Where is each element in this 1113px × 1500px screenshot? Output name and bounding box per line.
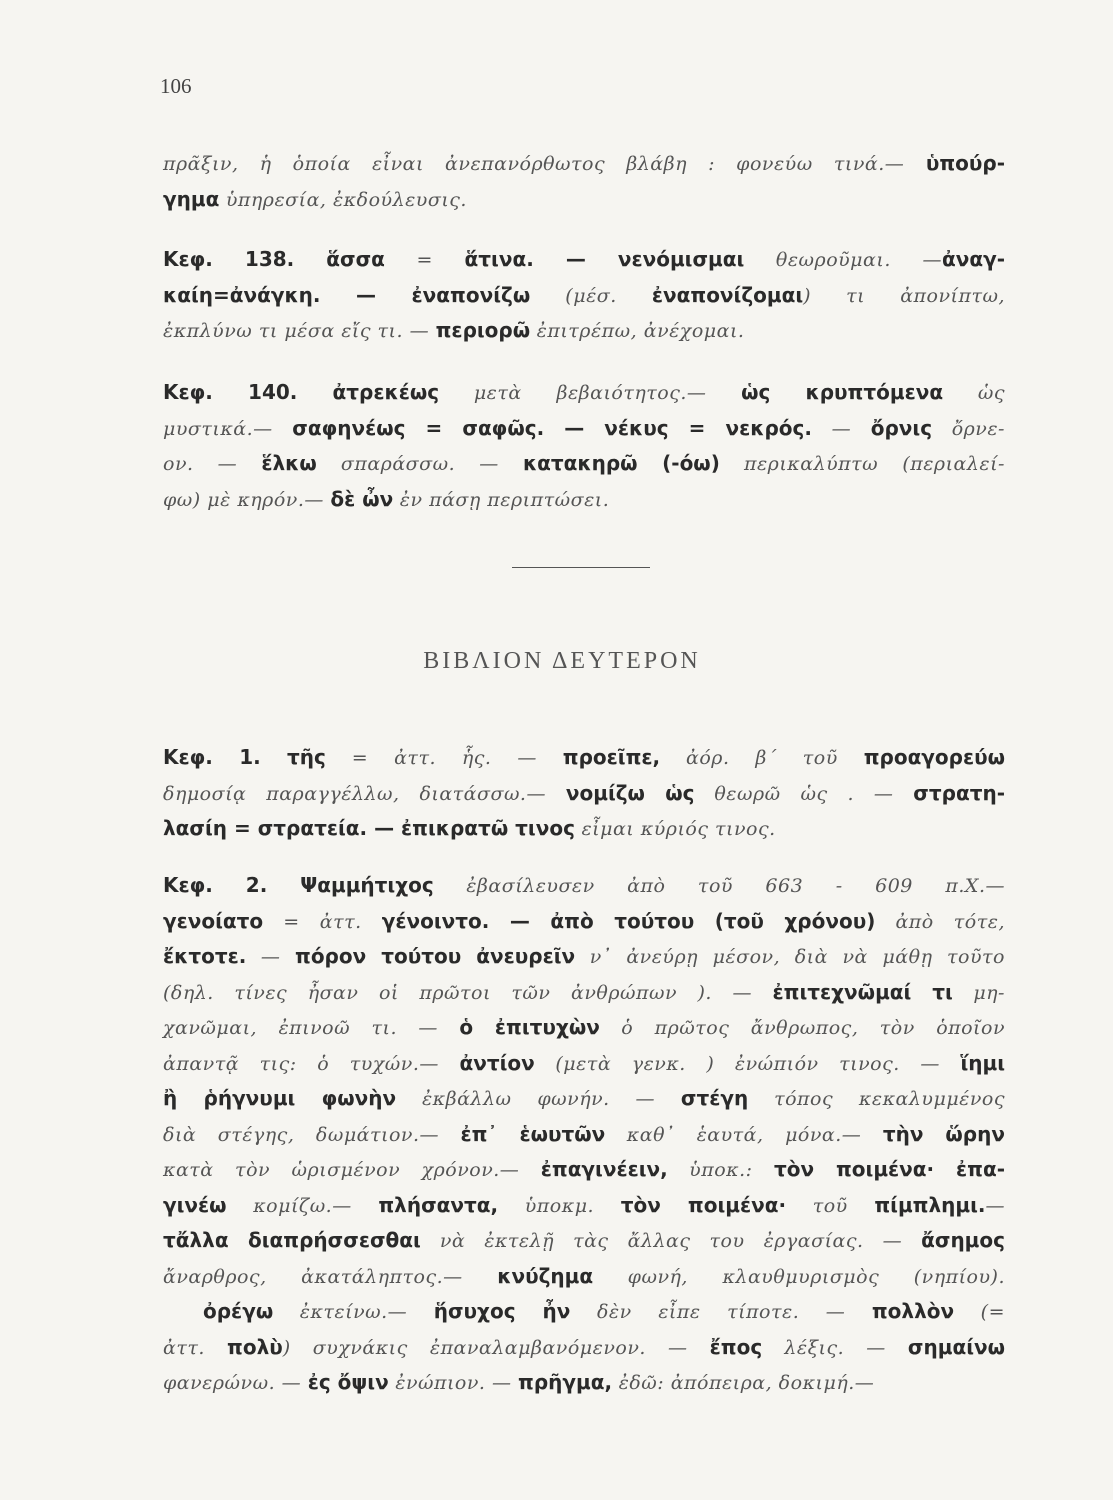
text-line [163,1117,1005,1153]
bold-term: τὸν ποιμένα· [620,1192,787,1217]
gloss-text: ὑποκ.: [667,1159,774,1181]
gloss-text: πρᾶξιν, ἡ ὁποία εἶναι ἀνεπανόρθωτος βλάβη : φονεύω τινά.— [163,153,905,175]
bold-term: ὡς κρυπτόμενα [741,380,944,404]
bold-term: τἄλλα διαπρήσσεσθαι [163,1228,421,1252]
bold-term: περιορῶ [435,318,531,342]
bold-term: Κεφ. 140. ἀτρεκέως [163,380,440,404]
bold-term: ἔκτοτε. [163,944,247,968]
gloss-text: ἐκπλύνω τι μέσα εἴς τι. — [163,320,436,342]
gloss-text: μη- [952,981,1005,1004]
gloss-text: = ἀττ. [263,910,382,933]
gloss-text: — [246,946,295,968]
gloss-text: τόπος κεκαλυμμένος [748,1088,1005,1110]
gloss-text: ὄρνε- [932,417,1005,440]
text-line [163,904,1005,940]
bold-term: ἅτινα. — νενόμισμαι [464,247,745,271]
paragraph-continuation [163,146,1005,217]
gloss-text: ἐκβάλλω φωνήν. — [396,1088,681,1110]
bold-term: ἢ ῥήγνυμι φωνὴν [163,1086,397,1110]
book-title: ΒΙΒΛΙΟΝ ΔΕΥΤΕΡΟΝ [423,648,701,674]
text-line [163,811,1005,847]
gloss-text: ἐβασίλευσεν ἀπὸ τοῦ 663 - 609 π.Χ.— [433,875,1005,897]
bold-term: ἐπ᾽ ἑωυτῶν [460,1121,606,1146]
bold-term: ἐπαγινέειν, [540,1157,668,1181]
text-line [163,411,1005,447]
gloss-text: θεωροῦμαι. — [744,249,942,271]
gloss-text: ὑπηρεσία, ἐκδούλευσις. [219,188,467,211]
text-line [163,1046,1005,1082]
bold-term: ὑπούρ- [904,151,1006,175]
bold-term: ἄσημος [921,1228,1005,1252]
gloss-text: διὰ στέγης, δωμάτιον.— [163,1123,461,1146]
gloss-text: κομίζω.— [226,1194,379,1217]
gloss-text: τοῦ [786,1194,875,1217]
gloss-text: φωνή, κλαυθμυρισμὸς (νηπίου). [593,1265,1005,1288]
gloss-text: εἶμαι κύριός τινος. [574,818,776,840]
gloss-text: ἀπὸ τότε, [875,910,1005,933]
gloss-text: μετὰ βεβαιότητος.— [439,382,742,404]
text-line [163,740,1005,776]
bold-term: προαγορεύω [863,745,1006,769]
gloss-text: ἐδῶ: ἀπόπειρα, δοκιμή.— [612,1372,875,1394]
bold-term: τὸν ποιμένα· ἐπα- [774,1157,1005,1181]
bold-term: γινέω [163,1192,227,1217]
gloss-text: ν᾽ ἀνεύρῃ μέσον, διὰ νὰ μάθῃ τοῦτο [575,946,1005,968]
paragraph-kef-140 [163,375,1005,517]
gloss-text: ον. — [163,453,262,475]
bold-term: στρατη- [913,780,1005,805]
text-line [163,1365,1005,1401]
paragraph-kef-138 [163,242,1005,349]
section-divider [512,567,650,568]
gloss-text: = [384,249,465,271]
bold-term: ἵημι [960,1050,1005,1075]
bold-term: ἕλκω [261,451,317,475]
gloss-text: — [985,1194,1005,1217]
gloss-text: ἄναρθρος, ἀκατάληπτος.— [163,1265,498,1288]
bold-term: ἐναπονίζομαι [651,282,804,307]
bold-term: ἀντίον [459,1050,535,1075]
gloss-text: ὡς [943,382,1005,404]
bold-term: Κεφ. 138. ἅσσα [163,247,385,271]
text-line [163,313,1005,349]
text-line [163,146,1005,182]
gloss-text: ἐνώπιον. — [388,1372,519,1394]
gloss-text: κατὰ τὸν ὡρισμένον χρόνον.— [163,1159,541,1181]
gloss-text: (μετὰ γενκ. ) ἐνώπιόν τινος. — [534,1052,961,1075]
text-line [163,1152,1005,1188]
bold-term: πρῆγμα, [518,1370,613,1394]
gloss-text: ) τι ἀπονίπτω, [803,284,1006,307]
text-line [163,1010,1005,1046]
text-line [163,1223,1005,1259]
text-line [163,1188,1005,1224]
text-line [163,182,1005,218]
bold-term: ἔπος [709,1334,763,1359]
paragraph-kef-2 [163,868,1005,1401]
gloss-text: χανῶμαι, ἐπινοῶ τι. — [163,1017,460,1039]
bold-term: νομίζω ὡς [565,780,695,805]
gloss-text: φανερώνω. — [163,1372,308,1394]
gloss-text: (δηλ. τίνες ἦσαν οἱ πρῶτοι τῶν ἀνθρώπων ). — [163,981,773,1004]
gloss-text: σπαράσσω. — [316,453,523,475]
bold-term: πολὺ [227,1334,283,1359]
bold-term: κατακηρῶ (-όω) [522,451,720,475]
text-line [163,939,1005,975]
text-line [163,446,1005,482]
text-line [163,1294,1005,1330]
text-line [163,242,1005,278]
gloss-text: θεωρῶ ὡς . — [694,782,914,805]
bold-term: στέγη [680,1086,749,1110]
gloss-text: (μέσ. [530,284,652,307]
text-line [163,375,1005,411]
gloss-text: ἀπαντᾷ τις: ὁ τυχών.— [163,1052,460,1075]
bold-term: ἀναγ- [941,247,1005,271]
bold-term: πίμπλημι. [874,1192,986,1217]
bold-term: προεῖπε, [562,745,661,769]
page-number: 106 [160,74,192,98]
bold-term: ὄρνις [870,415,933,440]
gloss-text: ἐπιτρέπω, ἀνέχομαι. [530,320,745,342]
gloss-text: ὑποκμ. [498,1194,621,1217]
gloss-text: ) συχνάκις ἐπαναλαμβανόμενον. — [282,1336,710,1359]
bold-term: λασίη = στρατεία. — ἐπικρατῶ τινος [163,816,575,840]
gloss-text: (= [954,1301,1006,1323]
text-line [163,482,1005,518]
bold-term: ἥσυχος ἦν [433,1299,571,1323]
text-line [163,1259,1005,1295]
gloss-text: νὰ ἐκτελῇ τὰς ἄλλας του ἐργασίας. — [420,1230,922,1252]
paragraph-kef-1 [163,740,1005,847]
gloss-text: φω) μὲ κηρόν.— [163,488,331,511]
gloss-text: περικαλύπτω (περιαλεί- [719,453,1005,475]
bold-term: Κεφ. 1. τῆς [163,745,326,769]
bold-term: καίη=ἀνάγκη. — ἐναπονίζω [163,282,531,307]
bold-term: τὴν ὥρην [882,1121,1005,1146]
bold-term: κνύζημα [497,1263,594,1288]
gloss-text: = ἀττ. ἧς. — [325,747,563,769]
gloss-text: δημοσίᾳ παραγγέλλω, διατάσσω.— [163,782,566,805]
bold-term: γένοιντο. — ἀπὸ τούτου (τοῦ χρόνου) [381,908,876,933]
bold-term: ἐς ὄψιν [307,1370,389,1394]
bold-term: ὁ ἐπιτυχὼν [459,1015,600,1039]
bold-term: γενοίατο [163,908,264,933]
bold-term: πλήσαντα, [378,1192,499,1217]
bold-term: πολλὸν [871,1299,955,1323]
bold-term: πόρον τούτου ἀνευρεῖν [295,944,576,968]
gloss-text: λέξις. — [762,1336,908,1359]
gloss-text: μυστικά.— [163,417,293,440]
gloss-text: ἀττ. [163,1336,228,1359]
text-line [163,975,1005,1011]
gloss-text: ὁ πρῶτος ἄνθρωπος, τὸν ὁποῖον [599,1017,1005,1039]
text-line [163,868,1005,904]
bold-term: Κεφ. 2. Ψαμμήτιχος [163,873,434,897]
gloss-text: ἀόρ. β΄ τοῦ [660,747,864,769]
bold-term: δὲ ὦν [330,486,394,511]
bold-term: ἐπιτεχνῶμαί τι [772,979,953,1004]
bold-term: ὀρέγω [203,1299,274,1323]
bold-term: γημα [163,186,220,211]
text-line [163,278,1005,314]
gloss-text: καθ᾽ ἑαυτά, μόνα.— [605,1123,883,1146]
gloss-text: δὲν εἶπε τίποτε. — [570,1301,872,1323]
bold-term: σημαίνω [907,1334,1005,1359]
text-line [163,1330,1005,1366]
gloss-text: ἐκτείνω.— [273,1301,434,1323]
text-line [163,776,1005,812]
gloss-text: ἐν πάσῃ περιπτώσει. [393,488,610,511]
bold-term: σαφηνέως = σαφῶς. — νέκυς = νεκρός. [292,415,812,440]
gloss-text: — [811,417,871,440]
text-line [163,1081,1005,1117]
